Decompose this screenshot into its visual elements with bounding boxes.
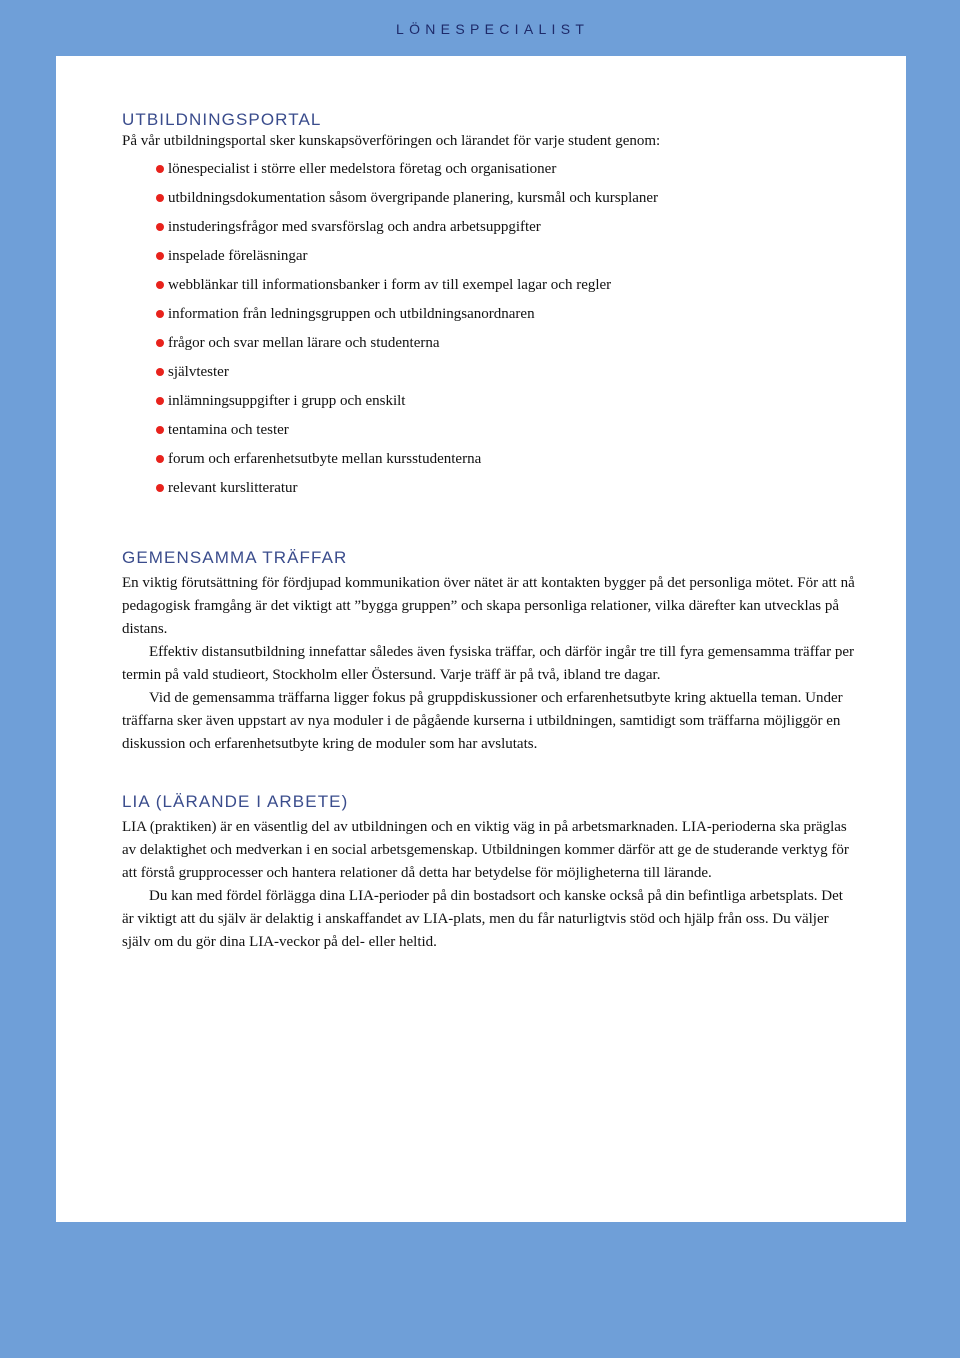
bullet-list xyxy=(122,155,857,503)
list-item: frågor och svar mellan lärare och studenterna xyxy=(168,329,857,358)
list-item: relevant kurslitteratur xyxy=(168,474,857,503)
bullet-icon xyxy=(156,252,164,260)
list-item: lönespecialist i större eller medelstora företag och organisationer xyxy=(168,155,857,184)
list-item: information från ledningsgruppen och utbildningsanordnaren xyxy=(168,300,857,329)
list-item: inspelade föreläsningar xyxy=(168,242,857,271)
section-intro: På vår utbildningsportal sker kunskapsöverföringen och lärandet för varje student genom: xyxy=(122,133,661,149)
bullet-icon xyxy=(156,339,164,347)
bullet-icon xyxy=(156,165,164,173)
bullet-icon xyxy=(156,455,164,463)
list-item: inlämningsuppgifter i grupp och enskilt xyxy=(168,387,857,416)
section-gemensamma-traffar xyxy=(122,548,857,756)
bullet-icon xyxy=(156,310,164,318)
list-item: självtester xyxy=(168,358,857,387)
bullet-icon xyxy=(156,223,164,231)
bullet-icon xyxy=(156,281,164,289)
section-heading: LIA (LÄRANDE I ARBETE) xyxy=(122,792,349,811)
bullet-icon xyxy=(156,397,164,405)
bullet-icon xyxy=(156,368,164,376)
running-header-title: LÖNESPECIALIST xyxy=(396,21,590,37)
paragraph: En viktig förutsättning för fördjupad kommunikation över nätet är att kontakten bygger på det personliga mötet. För att nå pedagogisk framgång är det viktigt att ”bygga gruppen” och skapa personliga relationer, vilka därefter kan utvecklas på distans. xyxy=(122,575,855,637)
bullet-icon xyxy=(156,194,164,202)
bullet-icon xyxy=(156,484,164,492)
list-item: tentamina och tester xyxy=(168,416,857,445)
section-heading: GEMENSAMMA TRÄFFAR xyxy=(122,548,348,567)
section-heading: UTBILDNINGSPORTAL xyxy=(122,110,322,129)
list-item: webblänkar till informationsbanker i form av till exempel lagar och regler xyxy=(168,271,857,300)
list-item: forum och erfarenhetsutbyte mellan kursstudenterna xyxy=(168,445,857,474)
paragraph: Du kan med fördel förlägga dina LIA-perioder på din bostadsort och kanske också på din befintliga arbetsplats. Det är viktigt att du själv är delaktig i anskaffandet av LIA-plats, men du får naturligtvis stöd och hjälp från oss. Du väljer själv om du gör dina LIA-veckor på del- eller heltid. xyxy=(122,888,843,950)
list-item: instuderingsfrågor med svarsförslag och andra arbetsuppgifter xyxy=(168,213,857,242)
section-lia xyxy=(122,792,857,954)
paragraph: Effektiv distansutbildning innefattar således även fysiska träffar, och därför ingår tre till fyra gemensamma träffar per termin på vald studieort, Stockholm eller Östersund. Varje träff är på två, ibland tre dagar. xyxy=(122,644,854,683)
paragraph: LIA (praktiken) är en väsentlig del av utbildningen och en viktig väg in på arbetsmarknaden. LIA-perioderna ska präglas av delaktighet och medverkan i en social arbetsgemenskap. Utbildningen kommer därför att ge de studerande verktyg för att förstå grupprocesser och hantera relationer då detta har betydelse för möjligheterna till lärande. xyxy=(122,819,849,881)
bullet-icon xyxy=(156,426,164,434)
list-item: utbildningsdokumentation såsom övergripande planering, kursmål och kursplaner xyxy=(168,184,857,213)
section-utbildningsportal xyxy=(122,110,857,503)
paragraph: Vid de gemensamma träffarna ligger fokus på gruppdiskussioner och erfarenhetsutbyte kring aktuella teman. Under träffarna sker även uppstart av nya moduler i de pågående kurserna i utbildningen, samtidigt som träffarna möjliggör en diskussion och erfarenhetsutbyte kring de moduler som har avslutats. xyxy=(122,690,843,752)
